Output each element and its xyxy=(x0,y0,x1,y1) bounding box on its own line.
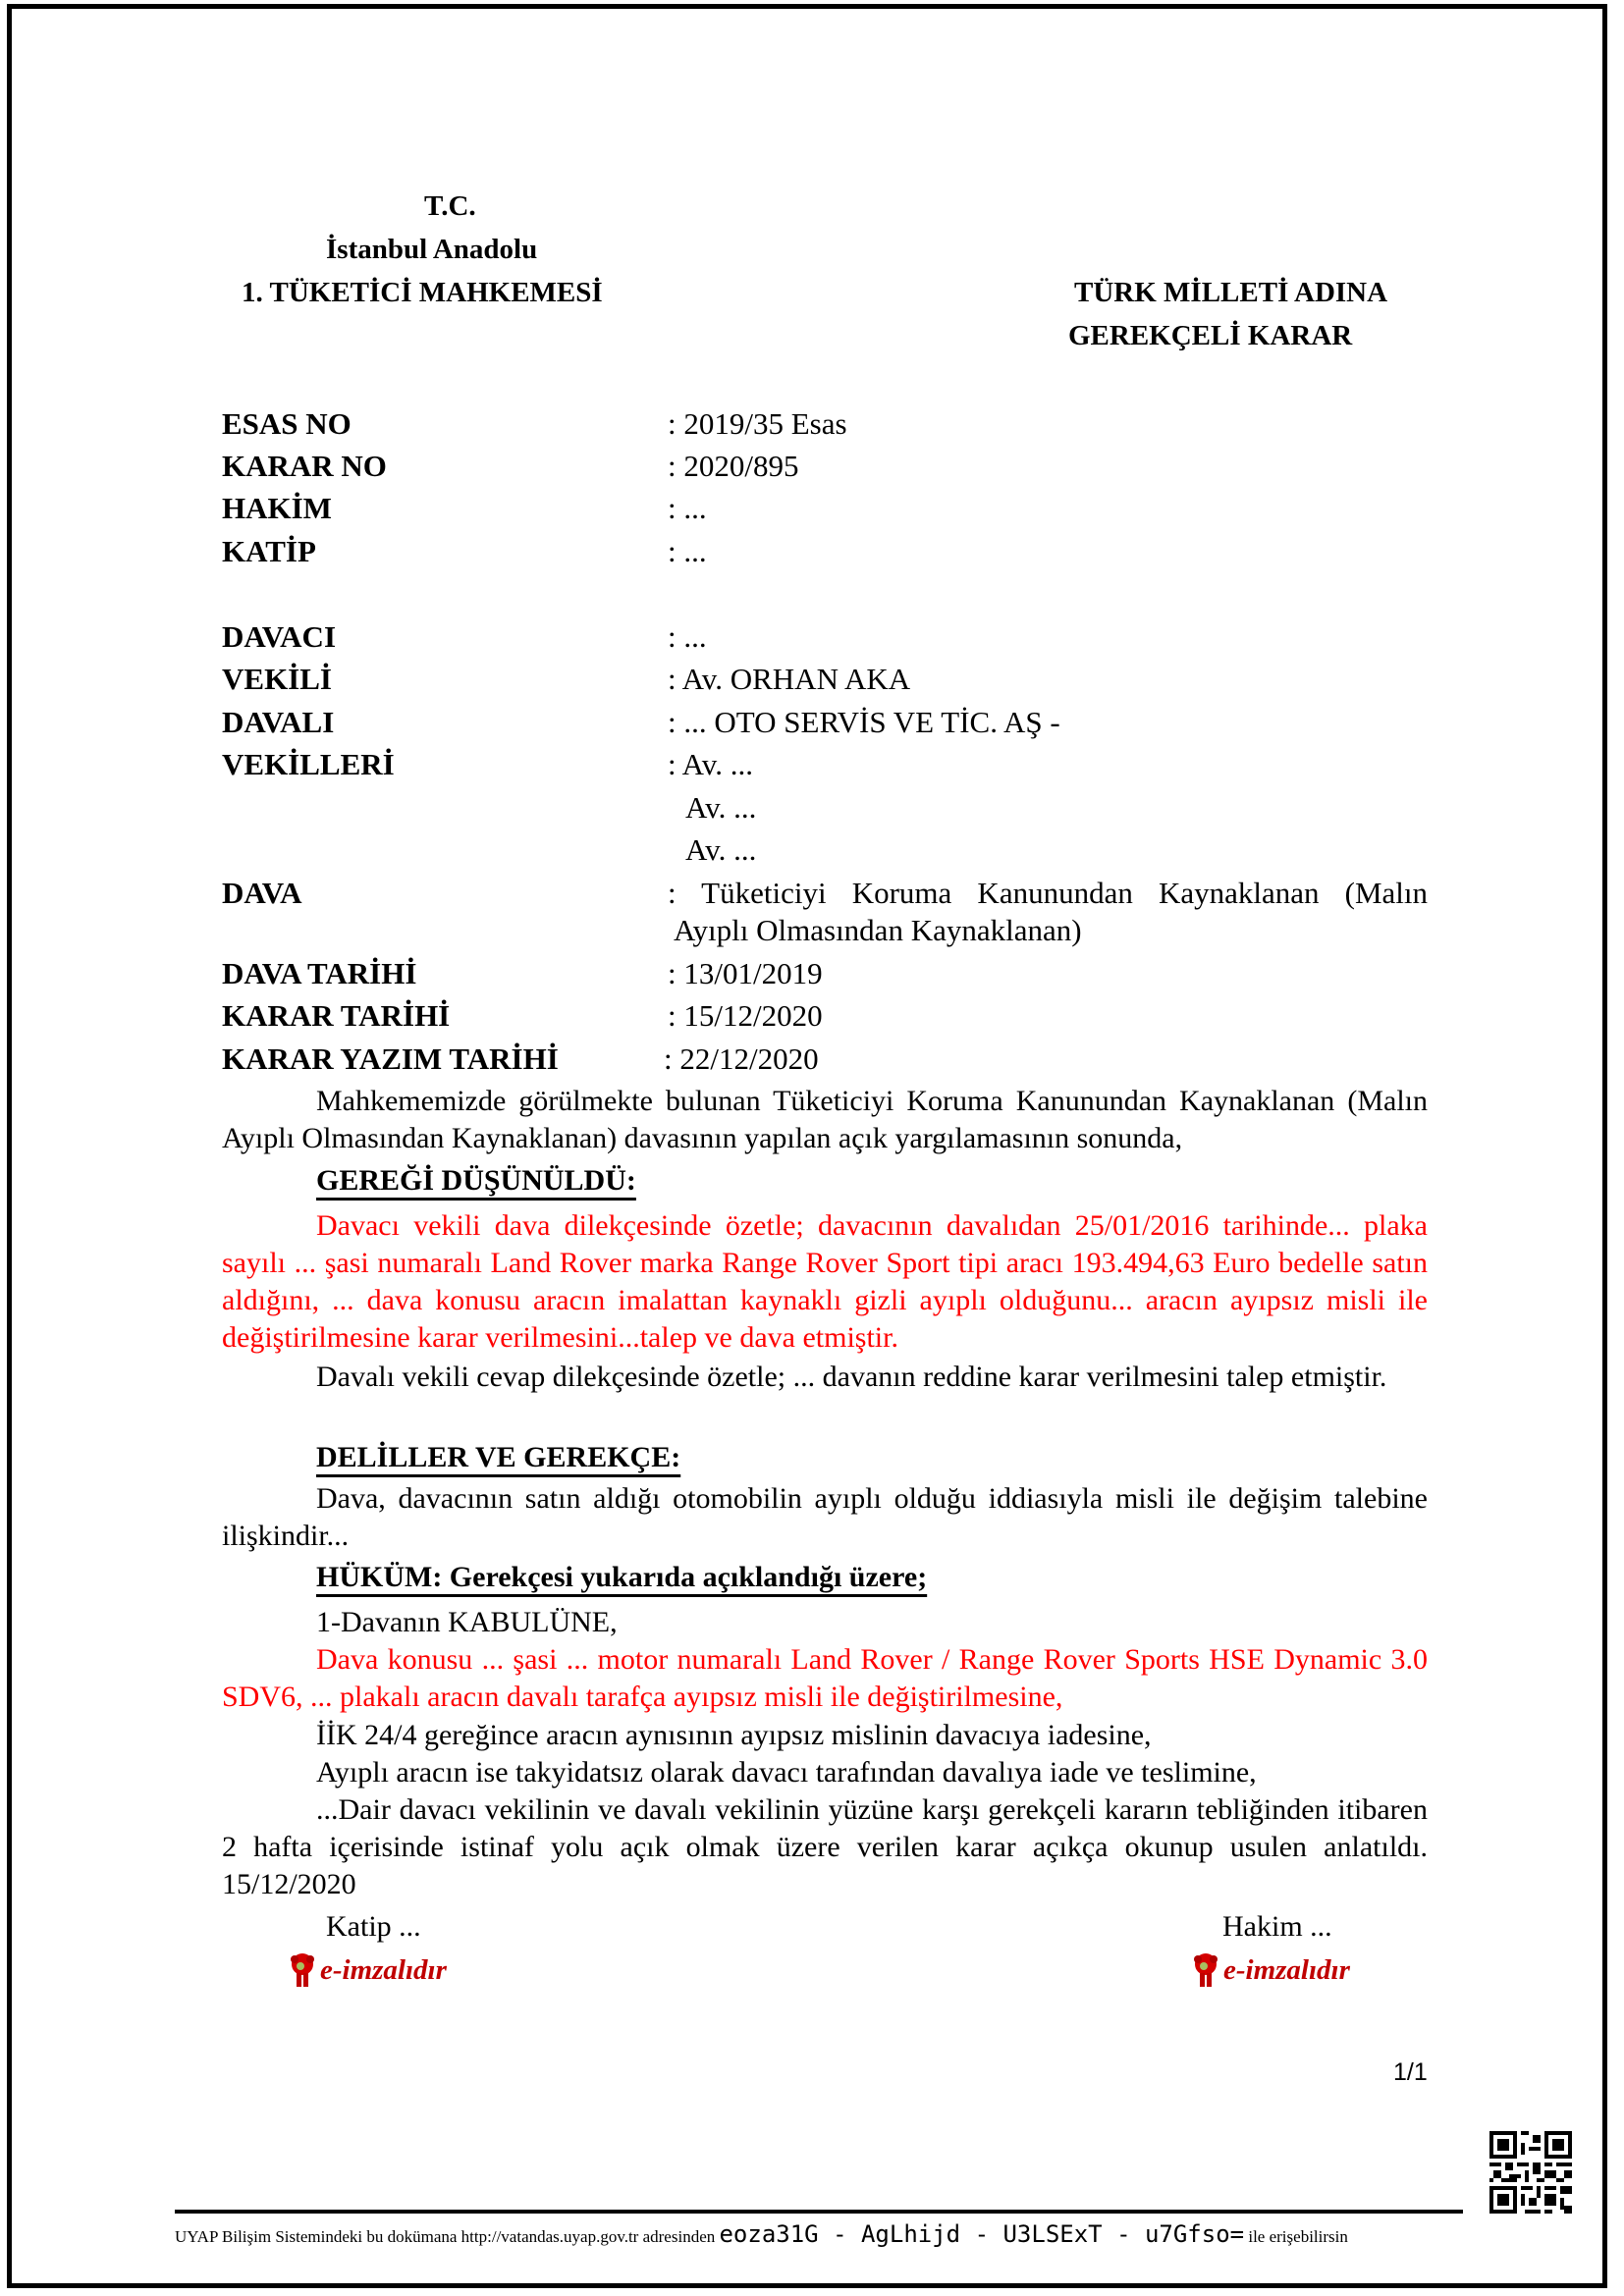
verdict-1-text: 1-Davanın KABULÜNE, xyxy=(316,1606,618,1638)
katip-e-signature-text: e-imzalıdır xyxy=(320,1953,447,1986)
dava-value-line2: Ayıplı Olmasından Kaynaklanan) xyxy=(674,913,1082,947)
davaci-value: : ... xyxy=(668,619,707,654)
karar-yazim-tarihi-label: KARAR YAZIM TARİHİ xyxy=(222,1041,559,1076)
karar-no-label: KARAR NO xyxy=(222,449,387,483)
e-signature-seal-icon xyxy=(1192,1951,1219,1989)
verdict-3-text: Ayıplı aracın ise takyidatsız olarak davacı tarafından davalıya iade ve teslimine, xyxy=(316,1756,1257,1789)
header-court: 1. TÜKETİCİ MAHKEMESİ xyxy=(242,277,603,308)
karar-tarihi-label: KARAR TARİHİ xyxy=(222,998,451,1033)
dava-tarihi-label: DAVA TARİHİ xyxy=(222,956,417,990)
hakim-e-signature xyxy=(1192,1951,1350,1989)
dava-value-line1: : Tüketiciyi Koruma Kanunundan Kaynaklanan (Malın xyxy=(668,876,1428,910)
verdict-2-text: İİK 24/4 gereğince aracın aynısının ayıpsız mislinin davacıya iadesine, xyxy=(316,1719,1152,1751)
e-signature-seal-icon xyxy=(289,1951,316,1989)
heading-text: GEREĞİ DÜŞÜNÜLDÜ: xyxy=(316,1164,636,1197)
vekili-label: VEKİLİ xyxy=(222,662,332,696)
vekilleri-value-1: : Av. ... xyxy=(668,747,753,781)
esas-no-label: ESAS NO xyxy=(222,406,352,441)
dava-tarihi-value: : 13/01/2019 xyxy=(668,956,823,990)
vekili-value: : Av. ORHAN AKA xyxy=(668,662,911,696)
closing-text: ...Dair davacı vekilinin ve davalı vekilinin yüzüne karşı gerekçeli kararın tebliğinden itibaren 2 hafta içerisinde istinaf yolu açık olmak üzere verilen karar açıkça okunup usulen anlatıldı. 15/12/2020 xyxy=(222,1793,1428,1900)
footer-divider xyxy=(175,2210,1463,2214)
verdict-1 xyxy=(222,1604,1428,1641)
claim-paragraph xyxy=(222,1207,1428,1357)
vekilleri-value-3: Av. ... xyxy=(685,832,757,867)
footer-suffix: ile erişebilirsin xyxy=(1248,2227,1348,2246)
verification-code: eoza31G - AgLhijd - U3LSExT - u7Gfso= xyxy=(719,2220,1245,2248)
dava-label: DAVA xyxy=(222,876,302,910)
katip-signature-title: Katip ... xyxy=(326,1910,421,1943)
header-city: İstanbul Anadolu xyxy=(326,234,538,265)
verdict-red-paragraph xyxy=(222,1641,1428,1716)
hakim-signature-title: Hakim ... xyxy=(1222,1910,1332,1943)
qr-code-icon xyxy=(1489,2131,1572,2214)
heading-hukum xyxy=(316,1561,927,1594)
footer-prefix: UYAP Bilişim Sistemindeki bu dokümana http://vatandas.uyap.gov.tr adresinden xyxy=(175,2227,716,2246)
karar-no-value: : 2020/895 xyxy=(668,449,799,483)
hakim-label: HAKİM xyxy=(222,491,332,525)
footer-verification xyxy=(175,2220,1348,2248)
hakim-e-signature-text: e-imzalıdır xyxy=(1223,1953,1350,1986)
header-tc: T.C. xyxy=(424,190,476,222)
heading-deliller xyxy=(316,1441,680,1474)
heading-text: HÜKÜM: Gerekçesi yukarıda açıklandığı üzere; xyxy=(316,1561,928,1593)
davaci-label: DAVACI xyxy=(222,619,337,654)
karar-yazim-tarihi-value: : 22/12/2020 xyxy=(664,1041,819,1076)
hakim-value: : ... xyxy=(668,491,707,525)
reasoning-paragraph xyxy=(222,1480,1428,1555)
header-nation: TÜRK MİLLETİ ADINA xyxy=(1074,277,1388,308)
defense-text: Davalı vekili cevap dilekçesinde özetle; ... davanın reddine karar verilmesini talep etmiştir. xyxy=(316,1361,1387,1393)
katip-label: KATİP xyxy=(222,534,316,568)
esas-no-value: : 2019/35 Esas xyxy=(668,406,847,441)
reasoning-text: Dava, davacının satın aldığı otomobilin ayıplı olduğu iddiasıyla misli ile değişim talebine ilişkindir... xyxy=(222,1482,1428,1552)
vekilleri-label: VEKİLLERİ xyxy=(222,747,395,781)
page-number: 1/1 xyxy=(1393,2058,1428,2086)
claim-text: Davacı vekili dava dilekçesinde özetle; davacının davalıdan 25/01/2016 tarihinde... plaka sayılı ... şasi numaralı Land Rover marka Range Rover Sport tipi aracı 193.494,63 Euro bedelle satın aldığını, ... dava konusu aracın imalattan kaynaklı gizli ayıplı olduğunu... aracın ayıpsız misli ile değiştirilmesine karar verilmesini...talep ve dava etmiştir. xyxy=(222,1209,1428,1354)
intro-text: Mahkememizde görülmekte bulunan Tüketiciyi Koruma Kanunundan Kaynaklanan (Malın Ayıplı Olmasından Kaynaklanan) davasının yapılan açık yargılamasının sonunda, xyxy=(222,1085,1428,1154)
verdict-red-text: Dava konusu ... şasi ... motor numaralı Land Rover / Range Rover Sports HSE Dynamic 3.0 SDV6, ... plakalı aracın davalı tarafça ayıpsız misli ile değiştirilmesine, xyxy=(222,1643,1428,1713)
closing-paragraph xyxy=(222,1791,1428,1903)
davali-label: DAVALI xyxy=(222,705,335,739)
defense-paragraph xyxy=(222,1359,1428,1396)
davali-value: : ... OTO SERVİS VE TİC. AŞ - xyxy=(668,705,1060,739)
heading-geregi-dusunuldu xyxy=(316,1164,636,1198)
verdict-2 xyxy=(222,1717,1428,1754)
header-title: GEREKÇELİ KARAR xyxy=(1068,320,1353,351)
verdict-3 xyxy=(222,1754,1428,1791)
katip-value: : ... xyxy=(668,534,707,568)
heading-text: DELİLLER VE GEREKÇE: xyxy=(316,1441,681,1473)
vekilleri-value-2: Av. ... xyxy=(685,790,757,825)
katip-e-signature xyxy=(289,1951,447,1989)
intro-paragraph xyxy=(222,1083,1428,1157)
karar-tarihi-value: : 15/12/2020 xyxy=(668,998,823,1033)
